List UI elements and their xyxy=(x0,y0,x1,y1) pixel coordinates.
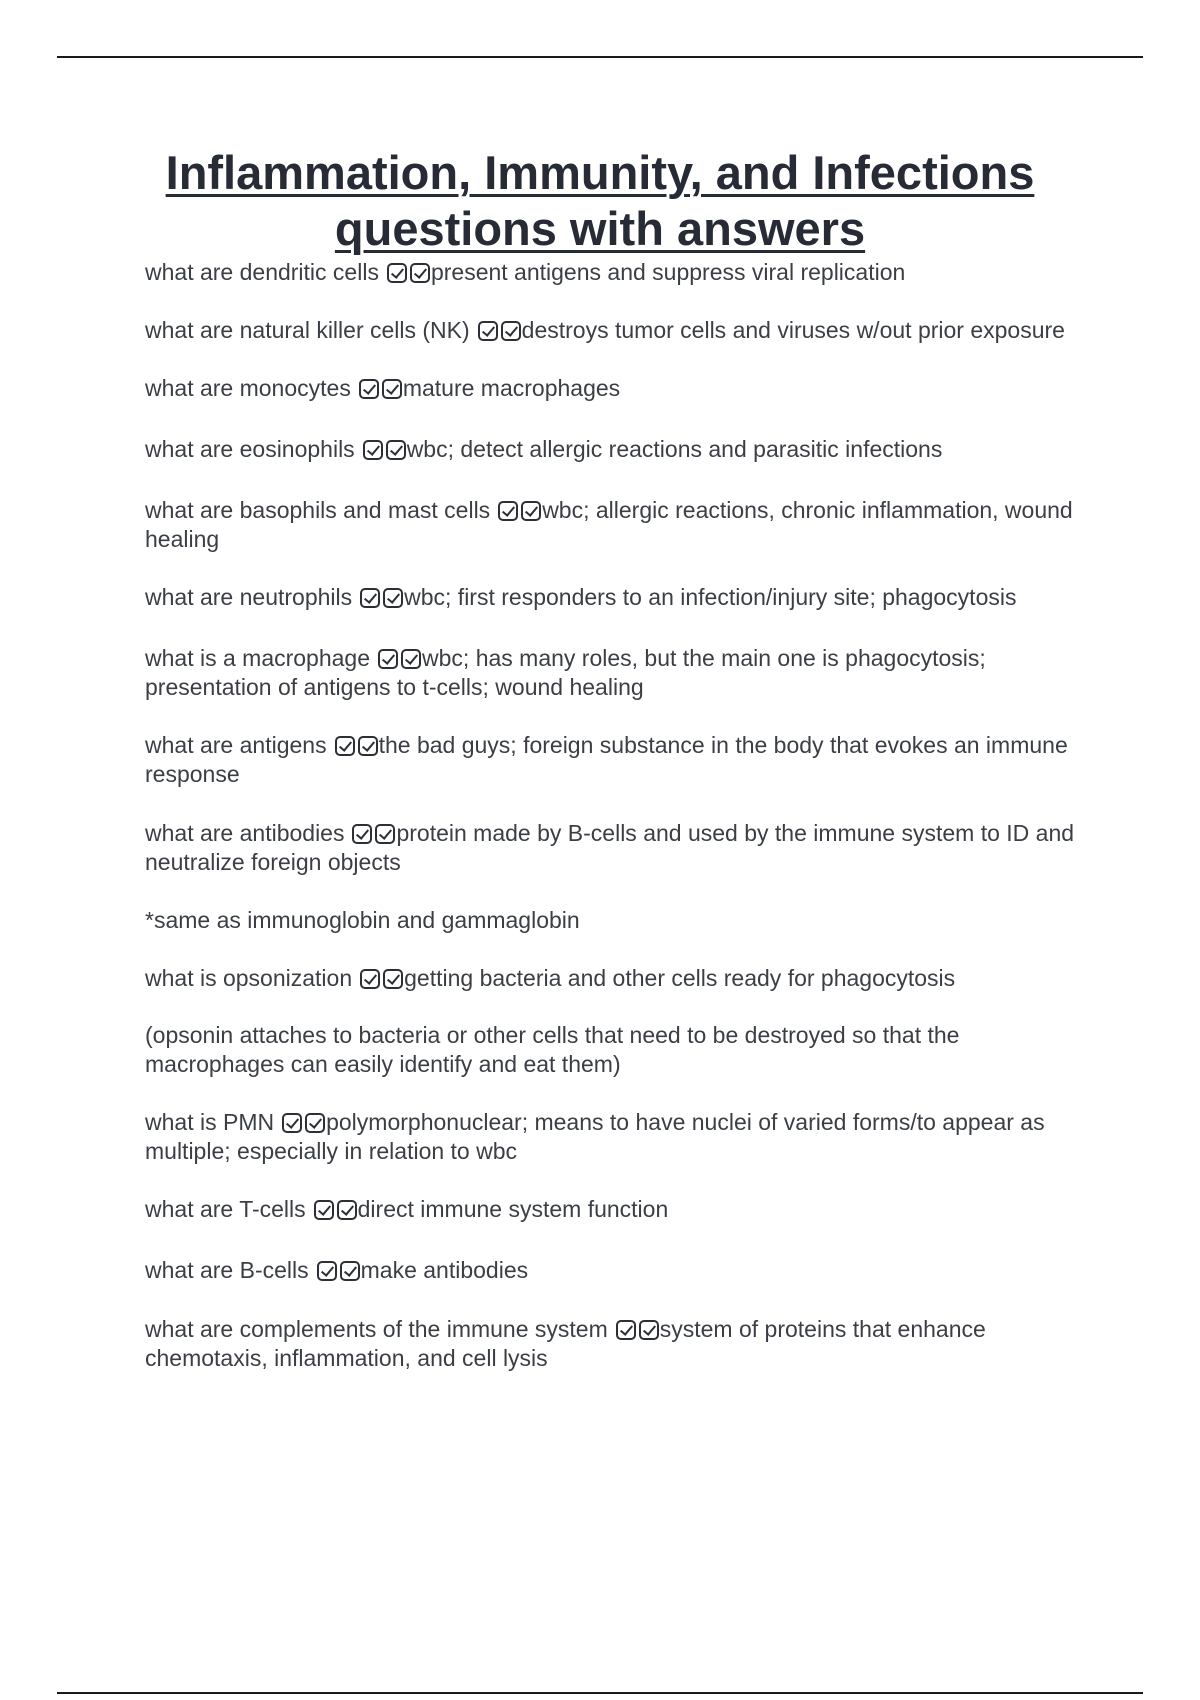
checkbox-icon xyxy=(360,588,380,608)
checkbox-icon xyxy=(387,263,407,283)
qa-entry xyxy=(145,1315,1085,1373)
qa-entry xyxy=(145,1108,1085,1166)
checkbox-icon xyxy=(358,736,378,756)
document-title: Inflammation, Immunity, and Infections questions with answers xyxy=(165,146,1035,255)
question-text: what is a macrophage xyxy=(145,645,371,671)
checkbox-icon xyxy=(383,969,403,989)
question-text: what are B-cells xyxy=(145,1257,309,1283)
qa-entry xyxy=(145,435,1085,464)
answer-text: polymorphonuclear; means to have nuclei of varied forms/to appear as multiple; especially in relation to wbc xyxy=(145,1109,1045,1164)
checkbox-icon xyxy=(501,321,521,341)
checkbox-icon xyxy=(375,824,395,844)
answer-text: getting bacteria and other cells ready for phagocytosis xyxy=(404,965,956,991)
top-rule xyxy=(57,56,1143,58)
answer-text: wbc; allergic reactions, chronic inflammation, wound healing xyxy=(145,497,1073,552)
qa-entry xyxy=(145,964,1085,993)
qa-entry xyxy=(145,819,1085,877)
checkbox-icon xyxy=(335,736,355,756)
checkbox-icon xyxy=(317,1261,337,1281)
qa-entry xyxy=(145,644,1085,702)
answer-text: destroys tumor cells and viruses w/out prior exposure xyxy=(521,317,1065,343)
qa-entry xyxy=(145,496,1085,554)
answer-text: protein made by B-cells and used by the immune system to ID and neutralize foreign objects xyxy=(145,820,1075,875)
question-text: what are basophils and mast cells xyxy=(145,497,491,523)
question-text: what are natural killer cells (NK) xyxy=(145,317,470,343)
answer-text: wbc; has many roles, but the main one is phagocytosis; presentation of antigens to t-cells; wound healing xyxy=(145,645,986,700)
checkbox-icon xyxy=(639,1320,659,1340)
checkbox-icon xyxy=(386,440,406,460)
qa-entry xyxy=(145,258,1085,287)
question-text: what are antibodies xyxy=(145,820,345,846)
checkbox-icon xyxy=(360,969,380,989)
qa-list xyxy=(145,258,1085,1373)
checkbox-icon xyxy=(616,1320,636,1340)
answer-text: wbc; first responders to an infection/injury site; phagocytosis xyxy=(404,584,1017,610)
question-text: what is PMN xyxy=(145,1109,275,1135)
qa-entry xyxy=(145,1256,1085,1285)
bottom-rule xyxy=(57,1692,1143,1694)
qa-entry xyxy=(145,731,1085,789)
checkbox-icon xyxy=(305,1113,325,1133)
answer-text: direct immune system function xyxy=(357,1196,669,1222)
qa-entry xyxy=(145,1195,1085,1224)
answer-text: wbc; detect allergic reactions and parasitic infections xyxy=(406,436,943,462)
answer-text: the bad guys; foreign substance in the body that evokes an immune response xyxy=(145,732,1068,787)
checkbox-icon xyxy=(340,1261,360,1281)
checkbox-icon xyxy=(382,379,402,399)
question-text: what are T-cells xyxy=(145,1196,306,1222)
note-text: *same as immunoglobin and gammaglobin xyxy=(145,907,580,933)
checkbox-icon xyxy=(363,440,383,460)
question-text: what are complements of the immune system xyxy=(145,1316,608,1342)
checkbox-icon xyxy=(521,501,541,521)
checkbox-icon xyxy=(352,824,372,844)
checkbox-icon xyxy=(282,1113,302,1133)
qa-entry xyxy=(145,374,1085,403)
qa-entry xyxy=(145,316,1085,345)
note-text: (opsonin attaches to bacteria or other cells that need to be destroyed so that the macrophages can easily identify and eat them) xyxy=(145,1022,960,1077)
checkbox-icon xyxy=(401,649,421,669)
checkbox-icon xyxy=(359,379,379,399)
checkbox-icon xyxy=(383,588,403,608)
answer-text: make antibodies xyxy=(360,1257,529,1283)
checkbox-icon xyxy=(337,1200,357,1220)
answer-text: mature macrophages xyxy=(402,375,621,401)
checkbox-icon xyxy=(478,321,498,341)
question-text: what are dendritic cells xyxy=(145,259,379,285)
question-text: what are antigens xyxy=(145,732,327,758)
question-text: what are monocytes xyxy=(145,375,351,401)
question-text: what are neutrophils xyxy=(145,584,353,610)
answer-text: present antigens and suppress viral replication xyxy=(430,259,906,285)
qa-entry xyxy=(145,583,1085,612)
checkbox-icon xyxy=(314,1200,334,1220)
checkbox-icon xyxy=(378,649,398,669)
checkbox-icon xyxy=(498,501,518,521)
answer-text: system of proteins that enhance chemotaxis, inflammation, and cell lysis xyxy=(145,1316,986,1371)
checkbox-icon xyxy=(410,263,430,283)
question-text: what are eosinophils xyxy=(145,436,355,462)
question-text: what is opsonization xyxy=(145,965,353,991)
